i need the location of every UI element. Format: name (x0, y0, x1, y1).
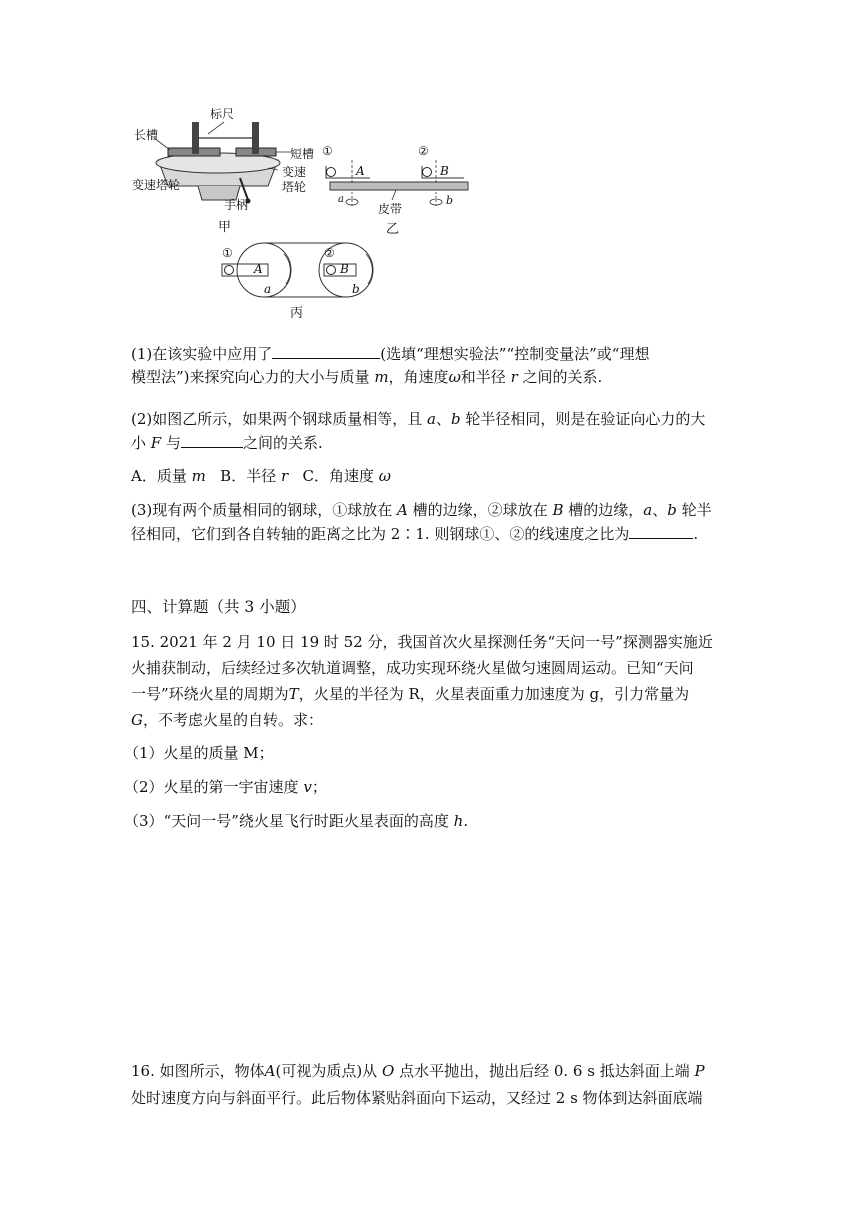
yi-label-b: b (446, 194, 454, 207)
var-h: h (453, 812, 464, 830)
q15-line1: 15. 2021 年 2 月 10 日 19 时 52 分，我国首次火星探测任务“天问一号”探测器实施近 (131, 633, 713, 651)
q14-p3-line1 (131, 500, 712, 520)
text: ，不考虑火星的自转。求： (142, 711, 323, 729)
yi-label-B: B (440, 164, 449, 178)
text: . (693, 525, 699, 543)
text: (可视为质点)从 (275, 1062, 378, 1080)
bing-circle2: ② (324, 246, 335, 260)
var-P: P (694, 1062, 705, 1080)
label-biansu-talun-left: 变速塔轮 (132, 178, 181, 192)
label-changcao: 长槽 (134, 128, 159, 142)
text: 和半径 (460, 368, 506, 386)
q15-sub2 (124, 777, 327, 797)
q15-line3 (131, 684, 689, 704)
text: (3)现有两个质量相同的钢球，①球放在 (131, 501, 393, 519)
answer-blank-3[interactable] (629, 524, 693, 539)
text: 点水平抛出，抛出后经 0. 6 s 抵达斜面上端 (399, 1062, 690, 1080)
q15-sub3 (124, 811, 468, 831)
yi-label-belt: 皮带 (378, 202, 403, 216)
var-b: b (451, 410, 461, 428)
var-O: O (381, 1062, 395, 1080)
text: 之间的关系. (243, 434, 323, 452)
choice-C: C．角速度 (302, 467, 374, 485)
text: 轮半径相同，则是在验证向心力的大 (465, 410, 706, 428)
text: (1)在该实验中应用了 (131, 345, 273, 363)
var-A: A (397, 501, 408, 519)
choice-A: A．质量 (131, 467, 187, 485)
bing-label-A: A (254, 262, 263, 276)
yi-circle2: ② (418, 144, 429, 158)
answer-blank-2[interactable] (181, 433, 243, 448)
var-F: F (150, 434, 162, 452)
text: ，火星的半径为 R，火星表面重力加速度为 g，引力常量为 (298, 685, 690, 703)
var-v: v (303, 778, 312, 796)
q14-p1-line2 (131, 367, 602, 387)
var-m: m (191, 467, 206, 485)
var-a: a (643, 501, 653, 519)
q15-line2: 火捕获制动，后续经过多次轨道调整，成功实现环绕火星做匀速圆周运动。已知“天问 (131, 659, 694, 677)
choice-B: B．半径 (220, 467, 277, 485)
caption-yi: 乙 (386, 222, 400, 237)
var-a: a (427, 410, 436, 428)
section-title: 四、计算题（共 3 小题） (131, 598, 306, 616)
q15-line4 (131, 710, 323, 730)
text: （2）火星的第一宇宙速度 (124, 778, 299, 796)
text: 槽的边缘，②球放在 (412, 501, 548, 519)
text: 径相同，它们到各自转轴的距离之比为 2∶1. 则钢球①、②的线速度之比为 (131, 525, 630, 543)
var-G: G (131, 711, 143, 729)
bing-label-B: B (340, 262, 349, 276)
q14-p2-line2 (131, 433, 323, 453)
label-duancao: 短槽 (290, 147, 315, 161)
text: 槽的边缘， (568, 501, 644, 519)
var-B: B (552, 501, 564, 519)
caption-bing: 丙 (290, 306, 304, 321)
text: 模型法”)来探究向心力的大小与质量 (131, 368, 370, 386)
q14-choices (131, 466, 391, 486)
text: 之间的关系. (522, 368, 603, 386)
var-r: r (280, 467, 289, 485)
text: 、 (435, 410, 451, 428)
yi-circle1: ① (322, 144, 333, 158)
label-shoubing: 手柄 (224, 198, 249, 212)
text: 16. 如图所示，物体 (131, 1062, 265, 1080)
var-T: T (288, 685, 299, 703)
bing-label-b: b (352, 282, 360, 296)
var-r: r (510, 368, 518, 386)
q14-p1-line1 (131, 344, 649, 364)
answer-blank-1[interactable] (272, 344, 380, 359)
text: . (463, 812, 469, 830)
label-biaochi: 标尺 (210, 107, 235, 121)
figure-yi (318, 142, 478, 238)
label-biansu-line2: 塔轮 (282, 180, 307, 194)
bing-circle1: ① (222, 246, 233, 260)
text: （3）“天问一号”绕火星飞行时距火星表面的高度 (124, 812, 449, 830)
yi-label-A: A (356, 164, 365, 178)
caption-jia: 甲 (218, 220, 232, 235)
q16-line2: 处时速度方向与斜面平行。此后物体紧贴斜面向下运动，又经过 2 s 物体到达斜面底端 (131, 1089, 703, 1107)
text: 一号”环绕火星的周期为 (131, 685, 289, 703)
var-omega: ω (378, 467, 391, 485)
figure-jia (128, 108, 338, 234)
text: ，角速度 (388, 368, 449, 386)
text: 与 (166, 434, 182, 452)
text: ； (311, 778, 327, 796)
q14-p3-line2 (131, 524, 698, 544)
label-biansu-line1: 变速 (282, 165, 307, 179)
var-A: A (264, 1062, 276, 1080)
yi-label-a: a (338, 194, 344, 205)
text: 轮半 (681, 501, 712, 519)
q14-p2-line1 (131, 409, 705, 429)
text: (2)如图乙所示，如果两个钢球质量相等，且 (131, 410, 423, 428)
q15-sub1: （1）火星的质量 M； (124, 744, 274, 762)
text: 、 (652, 501, 668, 519)
var-omega: ω (448, 368, 461, 386)
figure-bing (218, 240, 388, 320)
text: (选填“理想实验法”“控制变量法”或“理想 (380, 345, 650, 363)
bing-label-a: a (264, 282, 272, 296)
var-b: b (667, 501, 677, 519)
text: 小 (131, 434, 147, 452)
var-m: m (374, 368, 389, 386)
q16-line1 (131, 1061, 705, 1081)
